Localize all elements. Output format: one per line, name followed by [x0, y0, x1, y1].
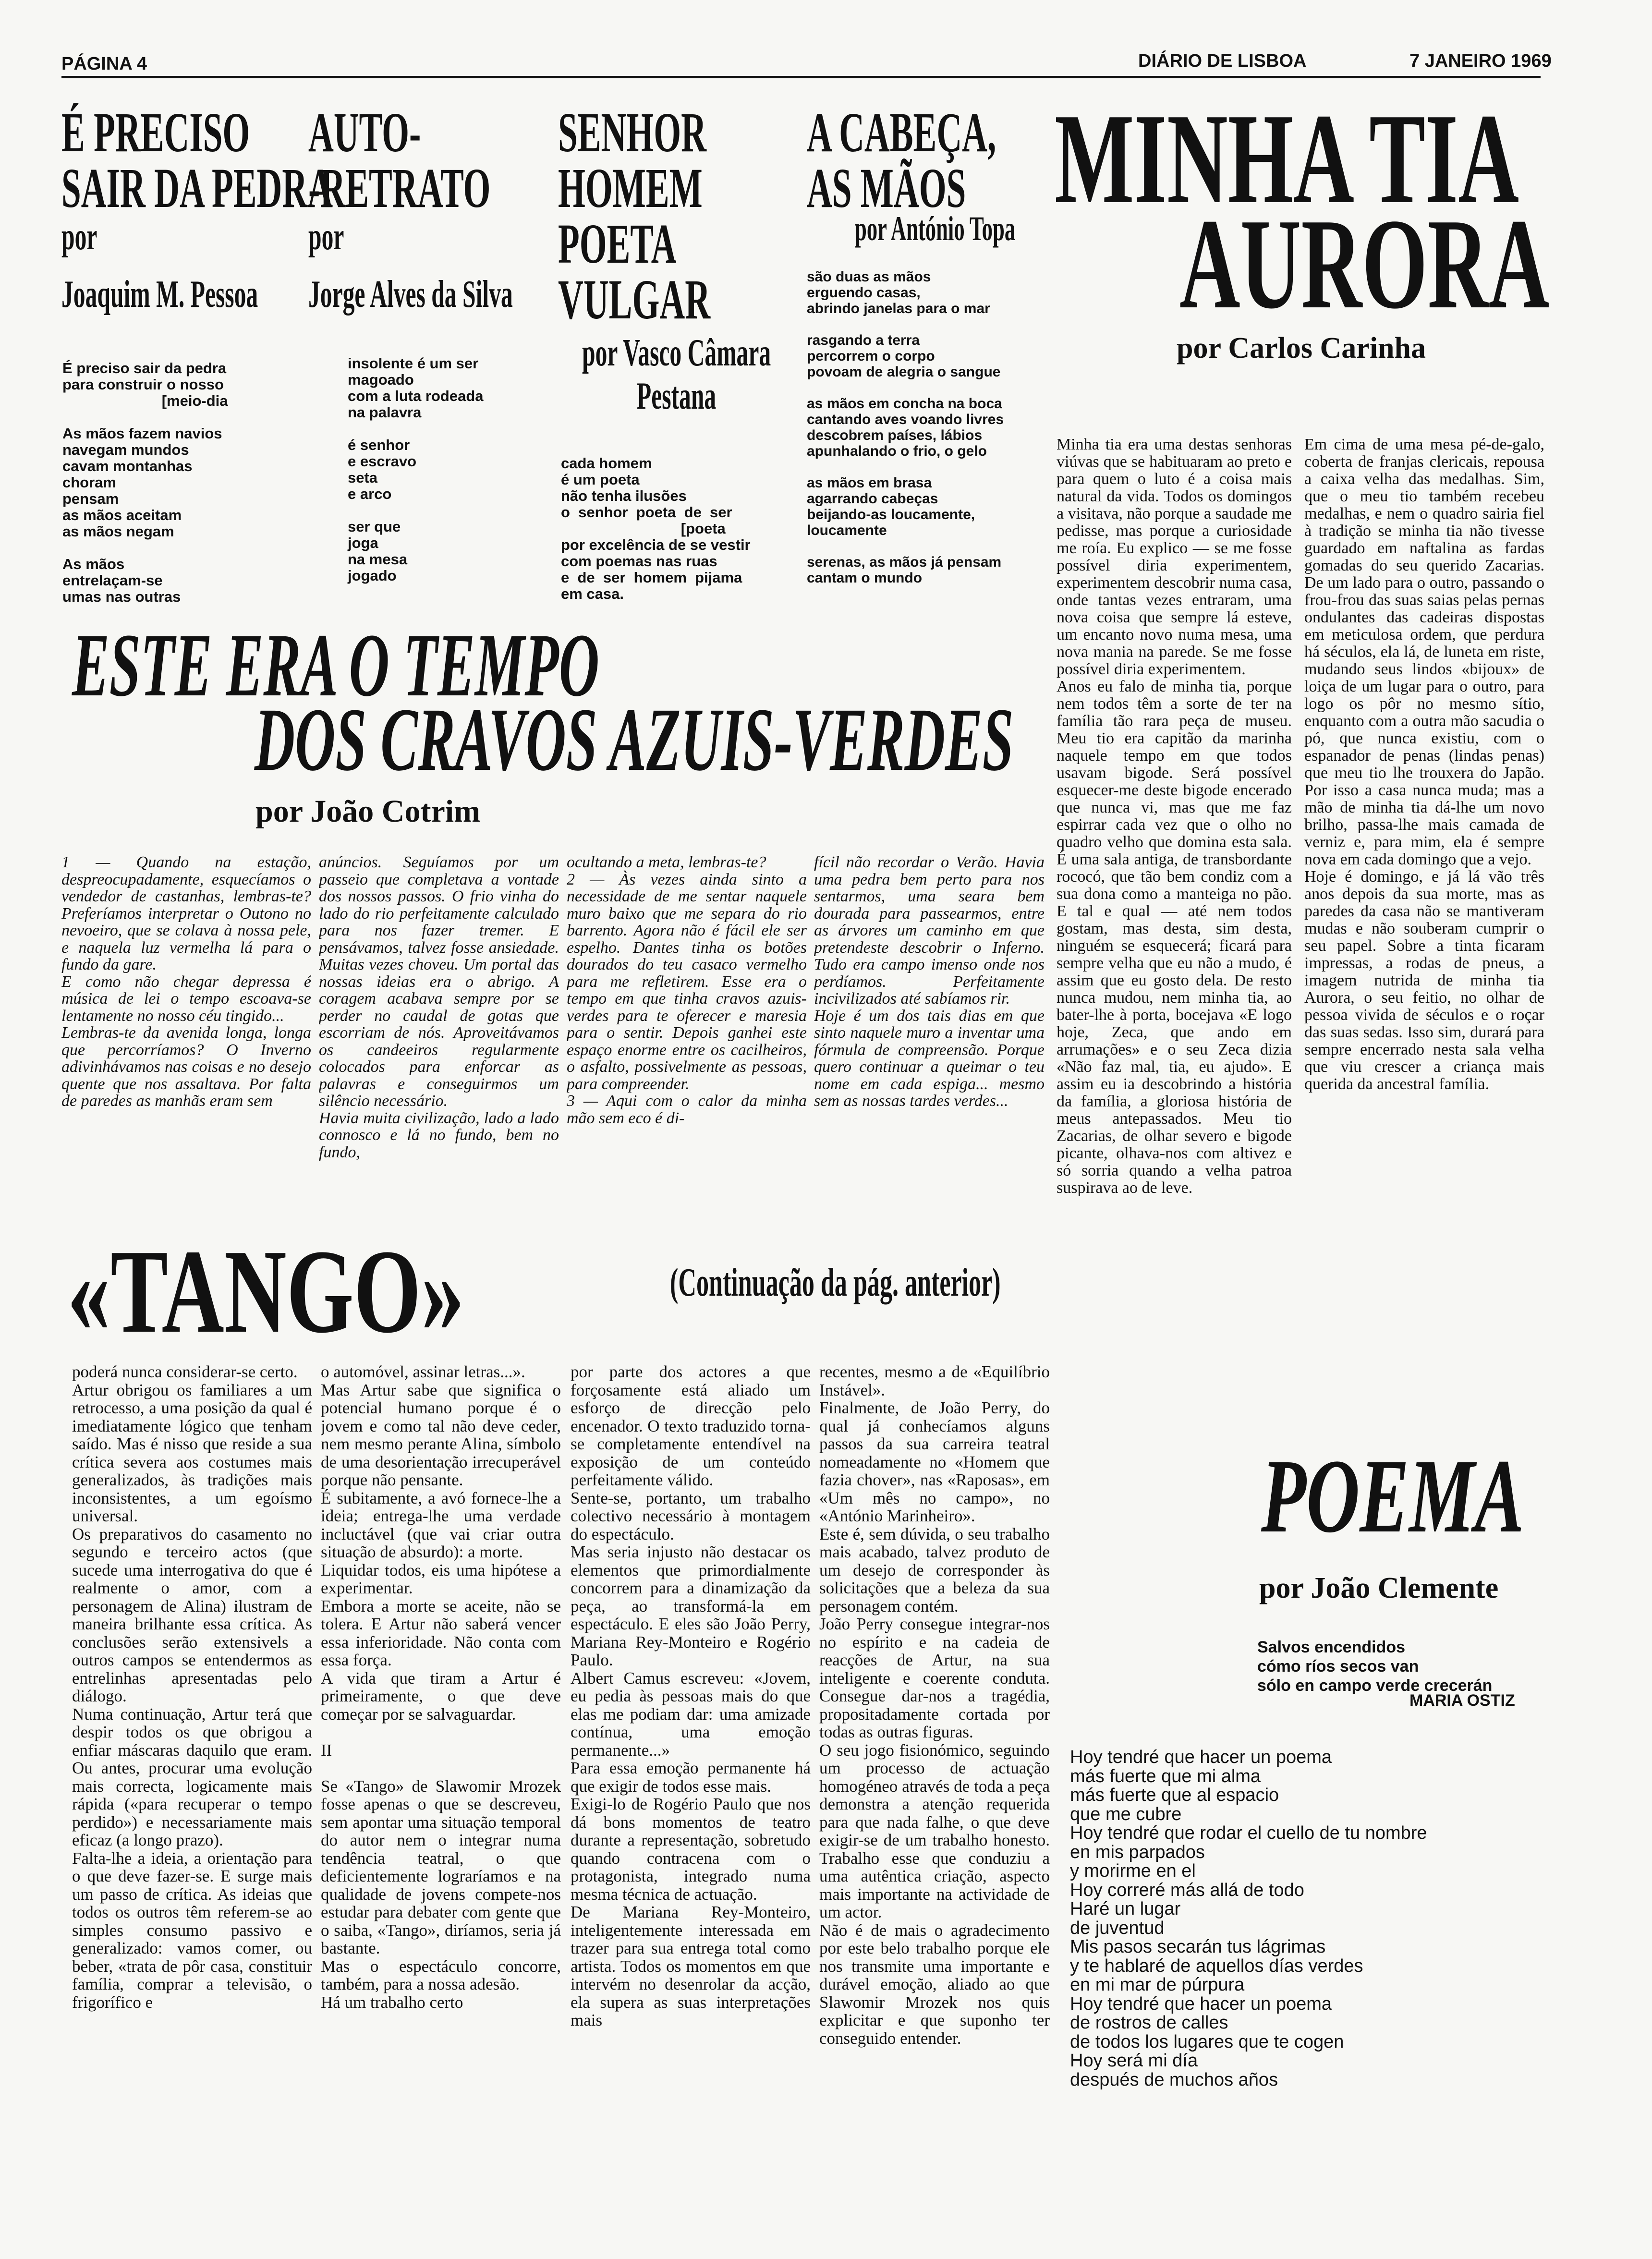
poema-byline: por João Clemente [1259, 1572, 1499, 1604]
poema-title: POEMA [1261, 1437, 1524, 1555]
poem1-author: Joaquim M. Pessoa [61, 273, 258, 316]
poem3-byline: por Vasco Câmara Pestana [582, 332, 771, 417]
poem1-by: por [61, 216, 97, 258]
tango-title: «TANGO» [67, 1225, 464, 1358]
page-label: PÁGINA 4 [61, 54, 147, 74]
poem2-title: AUTO- -RETRATO [308, 101, 491, 219]
poem1-text: É preciso sair da pedra para construir o nosso [meio-dia As mãos fazem navios navegam mundos cavam montanhas choram pensam as mãos aceitam as mãos negam As mãos entrelaçam-se umas nas outras [62, 360, 228, 605]
aurora-column-1: Minha tia era uma destas senhoras viúvas que se habituaram ao preto e para quem o luto é a coisa mais natural da vida. Todos os domingos a visitava, não porque a saudade me pedisse, mas porque a curiosidade me roía. Eu explico — se me fosse possível diria experimentem, experimentem descobrir numa casa, onde tantas vezes entraram, uma nova coisa que sempre lá esteve, um encanto novo numa mesa, uma nova mania na parede. Se me fosse possível diria experimentem. Anos eu falo de minha tia, porque nem todos têm a sorte de ter na família tão rara peça de museu. Meu tio era capitão da marinha naquele tempo em que todos usavam bigode. Será possível esquecer-me deste bigode encerado que nunca vi, mas que me faz espirrar cada vez que o olho no quadro velho que domina esta sala. É uma sala antiga, de transbordante rococó, que tão bem condiz com a sua dona como a manteiga no pão. E tal e qual — até nem todos gostam, mas desta, sim desta, ninguém se esquecerá; ficará para sempre velha que eu não a mudo, é assim que eu gosto dela. De resto nunca mudou, nem minha tia, ao bater-lhe à porta, bocejava «E logo hoje, Zeca, que ando em arrumações» e o seu Zeca dizia «Não faz mal, tia, eu ajudo». E assim eu ia descobrindo a história da família, a gloriosa história de meus antepassados. Meu tio Zacarias, de olhar severo e bigode picante, olhava-nos com altivez e só sorria quando a velha patroa suspirava ao de leve. [1057, 436, 1292, 1197]
poema-text: Hoy tendré que hacer un poema más fuerte que mi alma más fuerte que al espacio que me cubre Hoy tendré que rodar el cuello de tu nombre en mis parpados y morirme en el Hoy correré más allá de todo Haré un lugar de juventud Mis pasos secarán tus lágrimas y te hablaré de aquellos días verdes en mi mar de púrpura Hoy tendré que hacer un poema de rostros de calles de todos los lugares que te cogen Hoy será mi día después de muchos años [1070, 1747, 1427, 2090]
cravos-title-line2: DOS CRAVOS AZUIS-VERDES [255, 689, 1014, 789]
aurora-title-line2: AURORA [1179, 192, 1550, 336]
poem3-text: cada homem é um poeta não tenha ilusões o senhor poeta de ser [poeta por excelência de se vestir com poemas nas ruas e de ser homem pijama em casa. [561, 455, 751, 602]
poem4-byline: por António Topa [855, 209, 1016, 248]
cravos-column-1: 1 — Quando na estação, despreocupadamente, esquecíamos o vendedor de castanhas, lembras-te? Preferíamos interpretar o Outono no nevoeiro, que se colava à nossa pele, e naquela luz vermelha lá para o fundo da gare. E como não chegar depressa é música de lei o tempo escoava-se lentamente no nosso céu tingido... Lembras-te da avenida longa, longa que percorríamos? O Inverno adivinhávamos nas coisas e no desejo quente que nos assaltava. Por falta de paredes as manhãs eram sem [61, 854, 311, 1110]
poem4-text: são duas as mãos erguendo casas, abrindo janelas para o mar rasgando a terra percorrem o corpo povoam de alegria o sangue as mãos em concha na boca cantando aves voando livres descobrem países, lábios apunhalando o frio, o gelo as mãos em brasa agarrando cabeças beijando-as loucamente, loucamente serenas, as mãos já pensam cantam o mundo [807, 269, 1004, 586]
aurora-column-2: Em cima de uma mesa pé-de-galo, coberta de franjas clericais, repousa a caixa velha das medalhas. Sim, que o meu tio também recebeu medalhas, e nem o quadro sairia fiel à tradição se minha tia não tivesse guardado em naftalina as fardas gomadas do seu querido Zacarias. De um lado para o outro, passando o frou-frou das suas saias pelas pernas ondulantes das cadeiras dispostas em meticulosa ordem, que perdura há séculos, ela lá, de luneta em riste, mudando seus lindos «bijoux» de loiça de um lugar para o outro, para logo os pôr no mesmo sítio, enquanto com a outra mão sacudia o pó, que nunca existiu, com o espanador de penas (lindas penas) que meu tio lhe trouxera do Japão. Por isso a casa nunca muda; mas a mão de minha tia dá-lhe um novo brilho, passa-lhe mais camada de verniz e, para mim, ela é sempre nova em cada domingo que a vejo. Hoje é domingo, e já lá vão três anos depois da sua morte, mas as paredes da casa não se mantiveram mudas e não souberam cumprir o seu papel. Sobre a tinta ficaram impressas, a rodas de pneus, a imagem nutrida de minha tia Aurora, o seu feitio, no olhar de pessoa vivida de séculos e o roçar das suas sedas. Isso sim, durará para sempre encerrado nesta sala velha que viu crescer a criança mais querida da ancestral família. [1304, 436, 1544, 1093]
cravos-title-line1: ESTE ERA O TEMPO [72, 615, 599, 715]
issue-date: 7 JANEIRO 1969 [1409, 51, 1552, 71]
tango-continuation: (Continuação da pág. anterior) [670, 1260, 1001, 1305]
poema-epigraph-author: MARIA OSTIZ [1409, 1691, 1515, 1710]
poem1-title: É PRECISO SAIR DA PEDRA [61, 101, 333, 219]
poem2-text: insolente é um ser magoado com a luta rodeada na palavra é senhor e escravo seta e arco ser que joga na mesa jogado [348, 355, 484, 584]
cravos-column-2: anúncios. Seguíamos por um passeio que completava a vontade dos nossos passos. O frio vinha do lado do rio perfeitamente calculado para nos fazer tremer. E pensávamos, talvez fosse ansiedade. Muitas vezes choveu. Um portal das nossas ideias era o abrigo. A coragem acabava sempre por se perder no caudal de gotas que escorriam de nós. Aproveitávamos os candeeiros regularmente colocados para enforcar as palavras e conseguirmos um silêncio necessário. Havia muita civilização, lado a lado connosco e lá no fundo, bem no fundo, [319, 854, 559, 1161]
cravos-byline: por João Cotrim [255, 794, 481, 829]
poem4-title: A CABEÇA, AS MÃOS [807, 101, 996, 219]
cravos-column-3: ocultando a meta, lembras-te? 2 — Às vezes ainda sinto a necessidade de me sentar naquele muro baixo que me separa do rio barrento. Agora não é fácil ele ser espelho. Dantes tinha os botões dourados do teu casaco vermelho para me refletirem. Esse era o tempo em que tinha cravos azuis-verdes para te oferecer e maresia para o sentir. Depois ganhei este espaço enorme entre os cacilheiros, o asfalto, possivelmente as pessoas, para compreender. 3 — Aqui com o calor da minha mão sem eco é di- [567, 854, 807, 1127]
poem2-by: por [308, 216, 344, 258]
tango-column-4: recentes, mesmo a de «Equilíbrio Instável». Finalmente, de João Perry, do qual já conhecíamos alguns passos da sua carreira teatral nomeadamente no «Homem que fazia chover», nas «Raposas», em «Um mês no campo», no «António Marinheiro». Este é, sem dúvida, o seu trabalho mais acabado, talvez produto de um desejo de corresponder às solicitações que a beleza da sua personagem contém. João Perry consegue integrar-nos no espírito e na cadeia de reacções de Artur, na sua inteligente e coerente conduta. Consegue dar-nos a tragédia, propositadamente cortada por todas as outras figuras. O seu jogo fisionómico, seguindo um processo de actuação homogéneo através de toda a peça demonstra a atenção requerida para que nada falhe, o que deve exigir-se de um trabalho honesto. Trabalho esse que conduziu a uma autêntica criação, aspecto mais importante na actividade de um actor. Não é de mais o agradecimento por este belo trabalho porque ele nos transmite uma importante e durável emoção, aliado ao que Slawomir Mrozek nos quis explicitar e que suponho ter conseguido entender. [819, 1363, 1050, 2048]
tango-column-2: o automóvel, assinar letras...». Mas Artur sabe que significa o potencial humano porque é o jovem e como tal não deve ceder, nem mesmo perante Alina, símbolo de uma desorientação irrecuperável porque não pensante. É subitamente, a avó fornece-lhe a ideia; entrega-lhe uma verdade incluctável (que vai criar outra situação de absurdo): a morte. Liquidar todos, eis uma hipótese a experimentar. Embora a morte se aceite, não se tolera. E Artur não saberá vencer essa inferioridade. Não conta com essa força. A vida que tiram a Artur é primeiramente, o que deve começar por se salvaguardar. II Se «Tango» de Slawomir Mrozek fosse apenas o que se descreveu, sem apontar uma situação temporal do autor nem o integrar numa tendência teatral, o que deficientemente lograríamos e na qualidade de jovens compete-nos estudar para debater com gente que o saiba, «Tango», diríamos, seria já bastante. Mas o espectáculo concorre, também, para a nossa adesão. Há um trabalho certo [321, 1363, 561, 2012]
tango-column-3: por parte dos actores a que forçosamente está aliado um esforço de direcção pelo encenador. O texto traduzido torna-se completamente entendível na exposição de um conteúdo perfeitamente válido. Sente-se, portanto, um trabalho colectivo necessário à montagem do espectáculo. Mas seria injusto não destacar os elementos que primordialmente concorrem para a dinamização da peça, ao transformá-la em espectáculo. E eles são João Perry, Mariana Rey-Monteiro e Rogério Paulo. Albert Camus escreveu: «Jovem, eu pedia às pessoas mais do que elas me podiam dar: uma amizade contínua, uma emoção permanente...» Para essa emoção permanente há que exigir de todos esse mais. Exigi-lo de Rogério Paulo que nos dá bons momentos de teatro durante a representação, sobretudo quando contracena com o protagonista, integrado numa mesma técnica de actuação. De Mariana Rey-Monteiro, inteligentemente interessada em trazer para sua entrega total como artista. Todos os momentos em que intervém no desenrolar da acção, ela supera as suas interpretações mais [571, 1363, 811, 2029]
poem2-author: Jorge Alves da Silva [308, 273, 513, 316]
header-rule [61, 76, 1541, 78]
tango-column-1: poderá nunca considerar-se certo. Artur obrigou os familiares a um retrocesso, a uma posição da qual é imediatamente lógico que tenham saído. Mas é nisso que reside a sua crítica severa aos costumes mais generalizados, às tradições mais inconsistentes, a um egoísmo universal. Os preparativos do casamento no segundo e terceiro actos (que sucede uma interrogativa do que é realmente o amor, com a personagem de Alina) ilustram de maneira brilhante essa crítica. As conclusões serão extensivels a outros campos se entendermos as entrelinhas apresentadas pelo diálogo. Numa continuação, Artur terá que despir todos os que obrigou a enfiar máscaras daquilo que eram. Ou antes, procurar uma evolução mais correcta, logicamente mais rápida («para recuperar o tempo perdido») e necessariamente mais eficaz (a longo prazo). Falta-lhe a ideia, a orientação para o que deve fazer-se. E surge mais um passo de crítica. As ideias que todos os outros têm referem-se ao simples consumo passivo e generalizado: vamos comer, ou beber, «trata de pôr casa, constituir família, comprar a televisão, o frigorífico e [72, 1363, 312, 2012]
aurora-byline: por Carlos Carinha [1177, 332, 1426, 364]
poem3-title: SENHOR HOMEM POETA VULGAR [558, 101, 711, 331]
poema-epigraph: Salvos encendidos cómo ríos secos van sólo en campo verde crecerán [1257, 1638, 1493, 1695]
paper-name: DIÁRIO DE LISBOA [1138, 51, 1307, 71]
aurora-title-line1: MINHA TIA [1055, 87, 1519, 231]
cravos-column-4: fícil não recordar o Verão. Havia uma pedra bem perto para nos sentarmos, uma seara bem dourada para passearmos, entre as árvores um caminho em que pretendeste descobrir o Inferno. Tudo era campo imenso onde nos perdíamos. Perfeitamente incivilizados até sabíamos rir. Hoje é um dos tais dias em que sinto naquele muro a inventar uma fórmula de compreensão. Porque quero continuar a queimar o teu nome em cada espiga... mesmo sem as nossas tardes verdes... [814, 854, 1045, 1110]
